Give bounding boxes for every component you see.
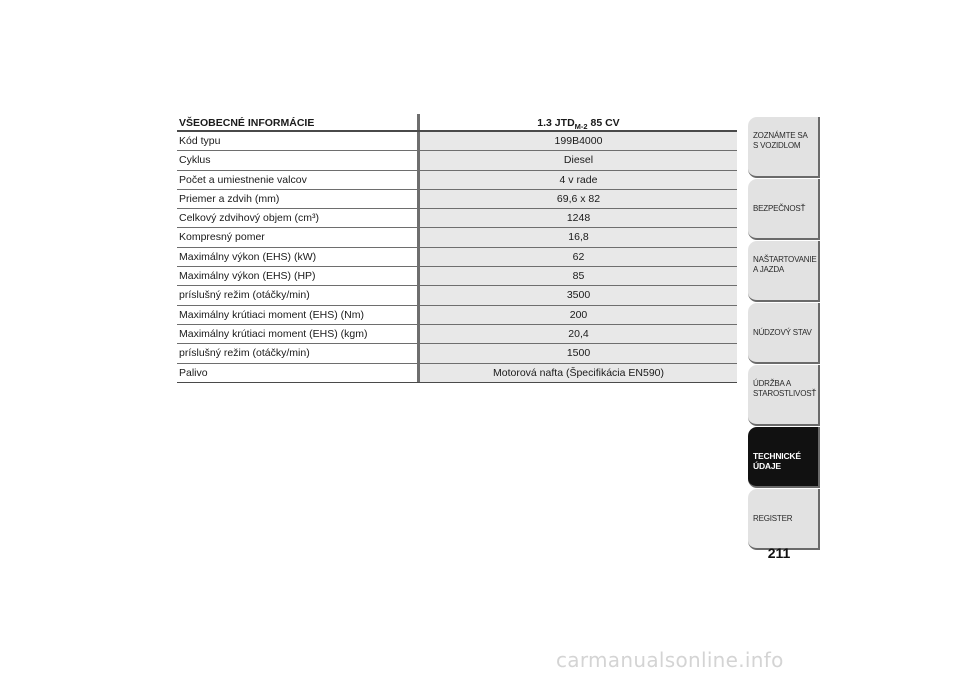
- row-value: 4 v rade: [420, 171, 737, 189]
- row-value: 3500: [420, 286, 737, 304]
- tab-register[interactable]: REGISTER: [748, 489, 820, 550]
- row-value: 20,4: [420, 325, 737, 343]
- row-value: 62: [420, 248, 737, 266]
- row-label: Priemer a zdvih (mm): [177, 190, 420, 208]
- tab-udrzba-a-starostlivost[interactable]: ÚDRŽBA A STAROSTLIVOSŤ: [748, 365, 820, 426]
- row-label: Maximálny výkon (EHS) (kW): [177, 248, 420, 266]
- table-row: [177, 364, 737, 383]
- table-row: [177, 209, 737, 228]
- row-label: Celkový zdvihový objem (cm³): [177, 209, 420, 227]
- row-value: 69,6 x 82: [420, 190, 737, 208]
- spec-table-header: [177, 114, 737, 132]
- spec-table: [177, 114, 737, 383]
- table-row: [177, 248, 737, 267]
- row-value: 1500: [420, 344, 737, 362]
- page-number: 211: [767, 545, 791, 561]
- row-label: Maximálny krútiaci moment (EHS) (Nm): [177, 306, 420, 324]
- row-value: Diesel: [420, 151, 737, 169]
- watermark: carmanualsonline.info: [556, 648, 784, 672]
- row-label: príslušný režim (otáčky/min): [177, 344, 420, 362]
- table-row: [177, 344, 737, 363]
- table-row: [177, 286, 737, 305]
- row-label: Maximálny krútiaci moment (EHS) (kgm): [177, 325, 420, 343]
- table-row: [177, 267, 737, 286]
- row-value: 1248: [420, 209, 737, 227]
- header-engine-model: [420, 114, 737, 130]
- row-value: 85: [420, 267, 737, 285]
- row-label: Palivo: [177, 364, 420, 382]
- tab-technicke-udaje[interactable]: TECHNICKÉ ÚDAJE: [748, 427, 820, 488]
- row-label: príslušný režim (otáčky/min): [177, 286, 420, 304]
- row-label: Cyklus: [177, 151, 420, 169]
- table-row: [177, 228, 737, 247]
- row-label: Kód typu: [177, 132, 420, 150]
- tab-nastartovanie-a-jazda[interactable]: NAŠTARTOVANIE A JAZDA: [748, 241, 820, 302]
- chapter-tabs: [748, 117, 820, 551]
- table-row: [177, 190, 737, 209]
- engine-name: 1.3 JTD: [537, 117, 575, 129]
- tab-zoznamte-sa-s-vozidlom[interactable]: ZOZNÁMTE SA S VOZIDLOM: [748, 117, 820, 178]
- header-label: VŠEOBECNÉ INFORMÁCIE: [177, 114, 420, 130]
- tab-nudzovy-stav[interactable]: NÚDZOVÝ STAV: [748, 303, 820, 364]
- row-label: Počet a umiestnenie valcov: [177, 171, 420, 189]
- table-row: [177, 151, 737, 170]
- row-label: Kompresný pomer: [177, 228, 420, 246]
- table-row: [177, 171, 737, 190]
- engine-power: 85 CV: [587, 117, 620, 129]
- row-value: 16,8: [420, 228, 737, 246]
- tab-bezpecnost[interactable]: BEZPEČNOSŤ: [748, 179, 820, 240]
- row-value: Motorová nafta (Špecifikácia EN590): [420, 364, 737, 382]
- row-value: 199B4000: [420, 132, 737, 150]
- engine-subscript: M-2: [574, 122, 588, 130]
- table-row: [177, 306, 737, 325]
- table-row: [177, 132, 737, 151]
- row-label: Maximálny výkon (EHS) (HP): [177, 267, 420, 285]
- row-value: 200: [420, 306, 737, 324]
- table-row: [177, 325, 737, 344]
